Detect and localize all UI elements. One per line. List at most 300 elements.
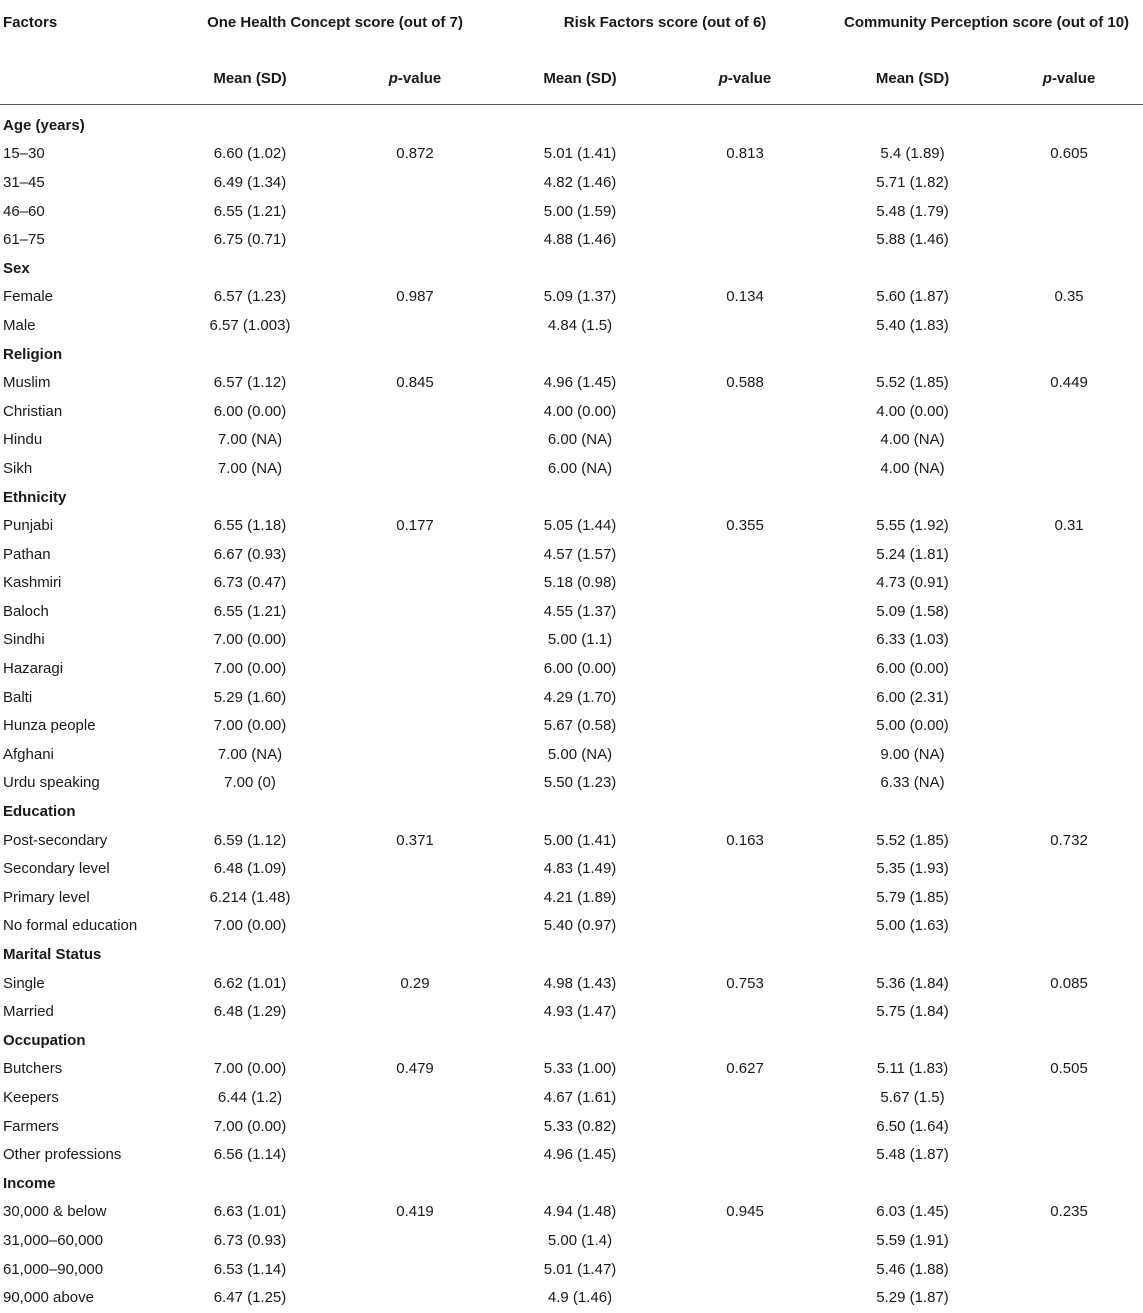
one-health-mean-sd-cell: 6.55 (1.21)	[213, 202, 287, 220]
community-mean-sd-cell: 5.59 (1.91)	[876, 1231, 949, 1249]
one-health-mean-sd-cell: 7.00 (0.00)	[213, 631, 287, 649]
community-mean-sd-cell: 5.48 (1.79)	[876, 202, 949, 220]
community-mean-sd-cell: 6.00 (2.31)	[876, 688, 949, 706]
risk-factors-mean-sd-cell: 4.98 (1.43)	[543, 974, 617, 992]
community-mean-sd-cell: 5.24 (1.81)	[876, 545, 949, 563]
table-row	[0, 397, 1143, 426]
community-p-value-cell: 0.605	[1050, 145, 1088, 163]
table-row	[0, 969, 1143, 998]
one-health-p-value-cell	[330, 454, 500, 483]
risk-factors-mean-sd-cell: 6.00 (NA)	[547, 459, 613, 477]
risk-factors-p-value-cell	[660, 1112, 830, 1141]
community-mean-sd-cell: 5.60 (1.87)	[876, 288, 949, 306]
row-label: Keepers	[3, 1088, 59, 1106]
one-health-mean-sd-cell: 6.55 (1.21)	[213, 602, 287, 620]
table-row	[0, 283, 1143, 312]
community-p-value-cell	[995, 1255, 1143, 1284]
community-mean-sd-cell: 5.09 (1.58)	[876, 602, 949, 620]
row-label: Punjabi	[3, 517, 54, 535]
community-mean-sd-cell: 4.00 (NA)	[880, 459, 945, 477]
one-health-mean-sd-cell: 6.73 (0.47)	[213, 574, 287, 592]
one-health-mean-sd-cell: 6.73 (0.93)	[213, 1231, 287, 1249]
row-label: 30,000 & below	[3, 1203, 107, 1221]
risk-factors-p-value-cell	[660, 197, 830, 226]
community-p-value-cell	[995, 1140, 1143, 1169]
row-label: Sindhi	[3, 631, 45, 649]
row-label: Hindu	[3, 431, 43, 449]
row-label: Primary level	[3, 888, 90, 906]
row-label: 15–30	[3, 145, 45, 163]
one-health-mean-sd-cell: 5.29 (1.60)	[213, 688, 287, 706]
one-health-mean-sd-cell: 6.214 (1.48)	[209, 888, 291, 906]
one-health-p-value-cell	[330, 225, 500, 254]
risk-factors-p-value-cell: 0.134	[726, 288, 764, 306]
risk-factors-p-value-cell	[660, 854, 830, 883]
table-row	[0, 769, 1143, 798]
table-row	[0, 740, 1143, 769]
one-health-mean-sd-cell: 6.62 (1.01)	[213, 974, 287, 992]
one-health-mean-sd-cell: 6.47 (1.25)	[213, 1289, 287, 1307]
row-label: Female	[3, 288, 54, 306]
community-mean-sd-cell: 6.50 (1.64)	[876, 1117, 949, 1135]
one-health-mean-sd-cell: 6.55 (1.18)	[213, 517, 287, 535]
table-header	[0, 0, 1143, 105]
table-row	[0, 1198, 1143, 1227]
risk-factors-p-value-cell	[660, 397, 830, 426]
one-health-p-value-cell	[330, 854, 500, 883]
table-row	[0, 883, 1143, 912]
section-title: Sex	[3, 259, 30, 277]
row-label: 61,000–90,000	[3, 1260, 104, 1278]
risk-factors-mean-sd-cell: 4.29 (1.70)	[543, 688, 617, 706]
p-value-header: p-value	[660, 70, 830, 105]
risk-factors-header: Risk Factors score (out of 6)	[563, 14, 767, 31]
risk-factors-p-value-cell	[660, 597, 830, 626]
community-mean-sd-cell: 6.33 (NA)	[880, 774, 945, 792]
risk-factors-mean-sd-cell: 4.94 (1.48)	[543, 1203, 617, 1221]
community-p-value-cell: 0.449	[1050, 374, 1088, 392]
table-row	[0, 454, 1143, 483]
row-label: No formal education	[3, 917, 138, 935]
risk-factors-p-value-cell	[660, 654, 830, 683]
one-health-mean-sd-cell: 6.60 (1.02)	[213, 145, 287, 163]
one-health-mean-sd-cell: 7.00 (0.00)	[213, 1117, 287, 1135]
one-health-p-value-cell: 0.177	[396, 517, 434, 535]
row-label: Married	[3, 1003, 54, 1021]
community-p-value-cell: 0.31	[1054, 517, 1084, 535]
community-mean-sd-cell: 5.11 (1.83)	[876, 1060, 949, 1078]
row-label: 61–75	[3, 231, 45, 249]
community-p-value-cell	[995, 711, 1143, 740]
risk-factors-mean-sd-cell: 5.18 (0.98)	[543, 574, 617, 592]
risk-factors-mean-sd-cell: 4.82 (1.46)	[543, 173, 617, 191]
table-row	[0, 1112, 1143, 1141]
one-health-p-value-cell: 0.872	[396, 145, 434, 163]
one-health-mean-sd-cell: 7.00 (NA)	[217, 745, 283, 763]
risk-factors-mean-sd-cell: 4.9 (1.46)	[547, 1289, 613, 1307]
risk-factors-p-value-cell	[660, 997, 830, 1026]
community-p-value-cell	[995, 1283, 1143, 1312]
row-label: Other professions	[3, 1146, 122, 1164]
section-title: Marital Status	[3, 946, 102, 964]
row-label: Hunza people	[3, 717, 96, 735]
table-row	[0, 912, 1143, 941]
community-mean-sd-cell: 4.00 (0.00)	[876, 402, 949, 420]
one-health-p-value-cell	[330, 683, 500, 712]
community-mean-sd-cell: 6.00 (0.00)	[876, 660, 949, 678]
table-row	[0, 368, 1143, 397]
one-health-mean-sd-cell: 7.00 (0.00)	[213, 717, 287, 735]
community-mean-sd-cell: 5.52 (1.85)	[876, 831, 949, 849]
community-p-value-cell	[995, 197, 1143, 226]
one-health-p-value-cell	[330, 1112, 500, 1141]
table-row	[0, 711, 1143, 740]
community-p-value-cell	[995, 883, 1143, 912]
one-health-mean-sd-cell: 7.00 (0.00)	[213, 917, 287, 935]
risk-factors-mean-sd-cell: 5.00 (NA)	[547, 745, 613, 763]
one-health-mean-sd-cell: 7.00 (0.00)	[213, 660, 287, 678]
risk-factors-mean-sd-cell: 4.96 (1.45)	[543, 374, 617, 392]
risk-factors-mean-sd-cell: 4.55 (1.37)	[543, 602, 617, 620]
table-row	[0, 626, 1143, 655]
table-row	[0, 1140, 1143, 1169]
community-mean-sd-cell: 5.67 (1.5)	[880, 1088, 945, 1106]
risk-factors-mean-sd-cell: 5.05 (1.44)	[543, 517, 617, 535]
one-health-mean-sd-cell: 6.48 (1.29)	[213, 1003, 287, 1021]
risk-factors-p-value-cell	[660, 1083, 830, 1112]
risk-factors-mean-sd-cell: 4.21 (1.89)	[543, 888, 617, 906]
mean-sd-header: Mean (SD)	[170, 70, 330, 105]
section-header-row	[0, 1026, 1143, 1055]
community-p-value-cell	[995, 683, 1143, 712]
risk-factors-p-value-cell	[660, 1140, 830, 1169]
one-health-p-value-cell	[330, 569, 500, 598]
table-row	[0, 654, 1143, 683]
one-health-p-value-cell	[330, 1140, 500, 1169]
section-header-row	[0, 940, 1143, 969]
community-p-value-cell: 0.235	[1050, 1203, 1088, 1221]
section-header-row	[0, 1169, 1143, 1198]
factors-subheader-blank	[0, 70, 170, 105]
community-p-value-cell	[995, 311, 1143, 340]
one-health-mean-sd-cell: 7.00 (NA)	[217, 431, 283, 449]
risk-factors-mean-sd-cell: 5.67 (0.58)	[543, 717, 617, 735]
community-mean-sd-cell: 5.4 (1.89)	[880, 145, 945, 163]
one-health-p-value-cell	[330, 1083, 500, 1112]
table-row	[0, 997, 1143, 1026]
community-p-value-cell: 0.505	[1050, 1060, 1088, 1078]
one-health-p-value-cell	[330, 711, 500, 740]
community-p-value-cell: 0.732	[1050, 831, 1088, 849]
one-health-mean-sd-cell: 6.67 (0.93)	[213, 545, 287, 563]
table-row	[0, 854, 1143, 883]
risk-factors-p-value-cell	[660, 426, 830, 455]
community-mean-sd-cell: 4.00 (NA)	[880, 431, 945, 449]
community-p-value-cell	[995, 597, 1143, 626]
one-health-p-value-cell	[330, 883, 500, 912]
community-p-value-cell	[995, 997, 1143, 1026]
community-p-value-cell	[995, 626, 1143, 655]
one-health-header: One Health Concept score (out of 7)	[207, 14, 463, 31]
p-value-header: p-value	[995, 70, 1143, 105]
risk-factors-mean-sd-cell: 5.00 (1.59)	[543, 202, 617, 220]
community-p-value-cell: 0.085	[1050, 974, 1088, 992]
row-label: Pathan	[3, 545, 51, 563]
one-health-mean-sd-cell: 6.57 (1.003)	[209, 316, 291, 334]
community-p-value-cell	[995, 397, 1143, 426]
row-label: Post-secondary	[3, 831, 108, 849]
community-p-value-cell	[995, 1112, 1143, 1141]
risk-factors-p-value-cell	[660, 883, 830, 912]
table-row	[0, 569, 1143, 598]
section-title: Age (years)	[3, 116, 85, 134]
one-health-mean-sd-cell: 6.59 (1.12)	[213, 831, 287, 849]
one-health-mean-sd-cell: 6.63 (1.01)	[213, 1203, 287, 1221]
one-health-p-value-cell	[330, 769, 500, 798]
one-health-mean-sd-cell: 6.00 (0.00)	[213, 402, 287, 420]
risk-factors-mean-sd-cell: 4.96 (1.45)	[543, 1146, 617, 1164]
community-p-value-cell	[995, 769, 1143, 798]
risk-factors-mean-sd-cell: 4.57 (1.57)	[543, 545, 617, 563]
table-row	[0, 168, 1143, 197]
one-health-mean-sd-cell: 6.48 (1.09)	[213, 860, 287, 878]
table-row	[0, 426, 1143, 455]
table-row	[0, 197, 1143, 226]
one-health-p-value-cell: 0.479	[396, 1060, 434, 1078]
community-mean-sd-cell: 5.35 (1.93)	[876, 860, 949, 878]
section-title: Ethnicity	[3, 488, 67, 506]
one-health-mean-sd-cell: 6.44 (1.2)	[217, 1088, 283, 1106]
table-row	[0, 511, 1143, 540]
community-mean-sd-cell: 5.52 (1.85)	[876, 374, 949, 392]
one-health-mean-sd-cell: 6.56 (1.14)	[213, 1146, 287, 1164]
one-health-mean-sd-cell: 7.00 (NA)	[217, 459, 283, 477]
risk-factors-mean-sd-cell: 4.83 (1.49)	[543, 860, 617, 878]
risk-factors-mean-sd-cell: 5.00 (1.41)	[543, 831, 617, 849]
row-label: Balti	[3, 688, 33, 706]
community-mean-sd-cell: 5.75 (1.84)	[876, 1003, 949, 1021]
risk-factors-p-value-cell	[660, 540, 830, 569]
table-row	[0, 597, 1143, 626]
row-label: Christian	[3, 402, 63, 420]
risk-factors-p-value-cell: 0.753	[726, 974, 764, 992]
one-health-mean-sd-cell: 6.53 (1.14)	[213, 1260, 287, 1278]
table-row	[0, 1226, 1143, 1255]
risk-factors-p-value-cell	[660, 311, 830, 340]
one-health-p-value-cell	[330, 311, 500, 340]
row-label: Urdu speaking	[3, 774, 100, 792]
section-title: Religion	[3, 345, 63, 363]
risk-factors-p-value-cell	[660, 740, 830, 769]
community-mean-sd-cell: 4.73 (0.91)	[876, 574, 949, 592]
risk-factors-mean-sd-cell: 5.00 (1.1)	[547, 631, 613, 649]
row-label: Hazaragi	[3, 660, 64, 678]
community-p-value-cell	[995, 540, 1143, 569]
community-mean-sd-cell: 5.71 (1.82)	[876, 173, 949, 191]
one-health-p-value-cell: 0.845	[396, 374, 434, 392]
table-row	[0, 683, 1143, 712]
risk-factors-mean-sd-cell: 4.93 (1.47)	[543, 1003, 617, 1021]
mean-sd-header: Mean (SD)	[500, 70, 660, 105]
risk-factors-p-value-cell	[660, 1226, 830, 1255]
community-mean-sd-cell: 5.88 (1.46)	[876, 231, 949, 249]
community-mean-sd-cell: 5.00 (0.00)	[876, 717, 949, 735]
risk-factors-mean-sd-cell: 6.00 (0.00)	[543, 660, 617, 678]
community-p-value-cell	[995, 1083, 1143, 1112]
one-health-p-value-cell	[330, 197, 500, 226]
risk-factors-p-value-cell	[660, 769, 830, 798]
risk-factors-mean-sd-cell: 5.01 (1.41)	[543, 145, 617, 163]
table-row	[0, 140, 1143, 169]
risk-factors-mean-sd-cell: 5.00 (1.4)	[547, 1231, 613, 1249]
one-health-p-value-cell	[330, 597, 500, 626]
community-p-value-cell	[995, 740, 1143, 769]
community-mean-sd-cell: 5.79 (1.85)	[876, 888, 949, 906]
community-mean-sd-cell: 6.33 (1.03)	[876, 631, 949, 649]
risk-factors-p-value-cell	[660, 683, 830, 712]
section-header-row	[0, 797, 1143, 826]
one-health-p-value-cell	[330, 740, 500, 769]
section-header-row	[0, 254, 1143, 283]
one-health-p-value-cell	[330, 397, 500, 426]
p-value-header: p-value	[330, 70, 500, 105]
community-p-value-cell	[995, 912, 1143, 941]
risk-factors-p-value-cell: 0.588	[726, 374, 764, 392]
table-row	[0, 225, 1143, 254]
risk-factors-mean-sd-cell: 5.33 (0.82)	[543, 1117, 617, 1135]
one-health-p-value-cell: 0.987	[396, 288, 434, 306]
one-health-p-value-cell	[330, 997, 500, 1026]
row-label: Baloch	[3, 602, 49, 620]
one-health-mean-sd-cell: 6.75 (0.71)	[213, 231, 287, 249]
risk-factors-p-value-cell	[660, 626, 830, 655]
risk-factors-p-value-cell	[660, 454, 830, 483]
community-p-value-cell	[995, 454, 1143, 483]
table-body	[0, 105, 1143, 1312]
table-row	[0, 826, 1143, 855]
one-health-mean-sd-cell: 7.00 (0.00)	[213, 1060, 287, 1078]
community-p-value-cell	[995, 225, 1143, 254]
one-health-p-value-cell	[330, 626, 500, 655]
risk-factors-p-value-cell: 0.945	[726, 1203, 764, 1221]
one-health-mean-sd-cell: 6.57 (1.12)	[213, 374, 287, 392]
risk-factors-p-value-cell	[660, 912, 830, 941]
one-health-p-value-cell	[330, 654, 500, 683]
mean-sd-header: Mean (SD)	[830, 70, 995, 105]
community-p-value-cell	[995, 654, 1143, 683]
risk-factors-mean-sd-cell: 5.01 (1.47)	[543, 1260, 617, 1278]
community-perception-header: Community Perception score (out of 10)	[844, 14, 1130, 31]
section-header-row	[0, 340, 1143, 369]
table-row	[0, 1283, 1143, 1312]
community-mean-sd-cell: 5.00 (1.63)	[876, 917, 949, 935]
community-p-value-cell	[995, 426, 1143, 455]
section-header-row	[0, 105, 1143, 140]
row-label: Muslim	[3, 374, 51, 392]
row-label: 90,000 above	[3, 1289, 94, 1307]
one-health-p-value-cell: 0.371	[396, 831, 434, 849]
risk-factors-mean-sd-cell: 4.88 (1.46)	[543, 231, 617, 249]
risk-factors-p-value-cell: 0.813	[726, 145, 764, 163]
risk-factors-p-value-cell: 0.355	[726, 517, 764, 535]
risk-factors-mean-sd-cell: 5.50 (1.23)	[543, 774, 617, 792]
row-label: Farmers	[3, 1117, 59, 1135]
section-title: Occupation	[3, 1031, 86, 1049]
community-mean-sd-cell: 5.36 (1.84)	[876, 974, 949, 992]
risk-factors-mean-sd-cell: 4.67 (1.61)	[543, 1088, 617, 1106]
row-label: Single	[3, 974, 45, 992]
one-health-p-value-cell	[330, 1255, 500, 1284]
community-p-value-cell: 0.35	[1054, 288, 1084, 306]
community-p-value-cell	[995, 854, 1143, 883]
risk-factors-p-value-cell: 0.163	[726, 831, 764, 849]
table-row	[0, 1083, 1143, 1112]
one-health-mean-sd-cell: 7.00 (0)	[224, 774, 276, 792]
row-label: Kashmiri	[3, 574, 62, 592]
section-title: Education	[3, 803, 76, 821]
table-row	[0, 311, 1143, 340]
risk-factors-mean-sd-cell: 5.33 (1.00)	[543, 1060, 617, 1078]
community-mean-sd-cell: 5.46 (1.88)	[876, 1260, 949, 1278]
risk-factors-p-value-cell	[660, 569, 830, 598]
one-health-p-value-cell	[330, 168, 500, 197]
section-title: Income	[3, 1174, 56, 1192]
community-mean-sd-cell: 9.00 (NA)	[880, 745, 945, 763]
row-label: Afghani	[3, 745, 54, 763]
risk-factors-mean-sd-cell: 4.00 (0.00)	[543, 402, 617, 420]
section-header-row	[0, 483, 1143, 512]
factors-header: Factors	[3, 14, 58, 31]
risk-factors-p-value-cell	[660, 168, 830, 197]
risk-factors-p-value-cell	[660, 711, 830, 740]
community-mean-sd-cell: 5.29 (1.87)	[876, 1289, 949, 1307]
one-health-p-value-cell	[330, 912, 500, 941]
table-row	[0, 1055, 1143, 1084]
row-label: Butchers	[3, 1060, 63, 1078]
one-health-p-value-cell	[330, 1226, 500, 1255]
one-health-p-value-cell	[330, 540, 500, 569]
community-mean-sd-cell: 6.03 (1.45)	[876, 1203, 949, 1221]
risk-factors-p-value-cell: 0.627	[726, 1060, 764, 1078]
table-row	[0, 540, 1143, 569]
community-mean-sd-cell: 5.55 (1.92)	[876, 517, 949, 535]
community-mean-sd-cell: 5.40 (1.83)	[876, 316, 949, 334]
community-mean-sd-cell: 5.48 (1.87)	[876, 1146, 949, 1164]
community-p-value-cell	[995, 168, 1143, 197]
one-health-p-value-cell	[330, 1283, 500, 1312]
row-label: 46–60	[3, 202, 45, 220]
community-p-value-cell	[995, 569, 1143, 598]
one-health-p-value-cell: 0.419	[396, 1203, 434, 1221]
risk-factors-p-value-cell	[660, 1255, 830, 1284]
one-health-mean-sd-cell: 6.49 (1.34)	[213, 173, 287, 191]
risk-factors-p-value-cell	[660, 225, 830, 254]
risk-factors-mean-sd-cell: 6.00 (NA)	[547, 431, 613, 449]
row-label: 31–45	[3, 173, 45, 191]
row-label: Male	[3, 316, 36, 334]
one-health-p-value-cell	[330, 426, 500, 455]
one-health-mean-sd-cell: 6.57 (1.23)	[213, 288, 287, 306]
row-label: 31,000–60,000	[3, 1231, 104, 1249]
one-health-p-value-cell: 0.29	[400, 974, 430, 992]
community-p-value-cell	[995, 1226, 1143, 1255]
row-label: Secondary level	[3, 860, 110, 878]
risk-factors-mean-sd-cell: 5.09 (1.37)	[543, 288, 617, 306]
risk-factors-mean-sd-cell: 4.84 (1.5)	[547, 316, 613, 334]
row-label: Sikh	[3, 459, 33, 477]
table-row	[0, 1255, 1143, 1284]
risk-factors-p-value-cell	[660, 1283, 830, 1312]
